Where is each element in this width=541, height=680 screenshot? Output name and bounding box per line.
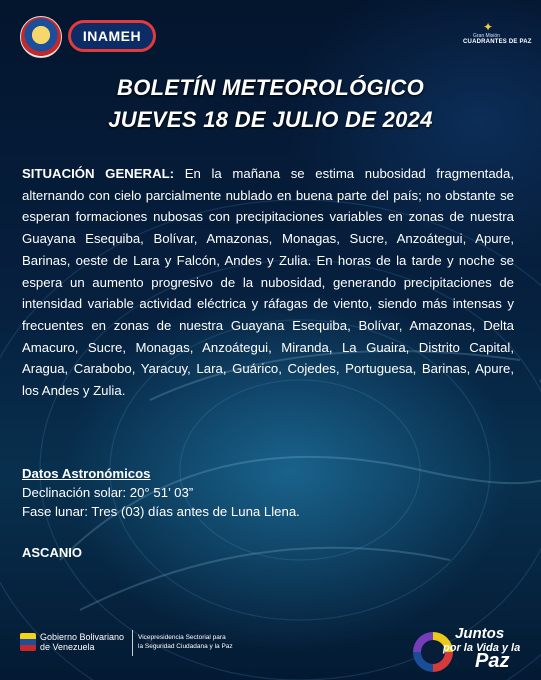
juntos-logo-line1: Juntos: [455, 625, 505, 642]
mision-logo-line1: Gran Misión: [473, 33, 500, 39]
juntos-logo-line2: por la Vida y la: [443, 642, 521, 654]
footer-divider: [132, 630, 133, 656]
venezuela-flag-icon: [20, 633, 36, 651]
astronomical-data: [22, 464, 300, 521]
star-icon: ✦: [483, 20, 494, 34]
gob-logo-line2: de Venezuela: [40, 642, 95, 652]
gobierno-bolivariano-logo: [20, 630, 125, 654]
bulletin-title: BOLETÍN METEOROLÓGICO: [117, 75, 424, 100]
bulletin-date: JUEVES 18 DE JULIO DE 2024: [108, 107, 433, 132]
situacion-general-text: En la mañana se estima nubosidad fragmentada, alternando con cielo parcialmente nublado en buena parte del país; no obstante se esperan formaciones nubosas con precipitaciones variables en zonas de nuestra Guayana Esequiba, Bolívar, Amazonas, Monagas, Sucre, Anzoátegui, Apure, Barinas, oeste de Lara y Falcón, Andes y Zulia. En horas de la tarde y noche se espera un aumento progresivo de la nubosidad, generando precipitaciones de intensidad variable actividad eléctrica y ráfagas de viento, siendo más intensas y frecuentes en zonas de nuestra Guayana Esequiba, Bolívar, Amazonas, Delta Amacuro, Sucre, Monagas, Anzoátegui, Miranda, La Guaira, Distrito Capital, Aragua, Carabobo, Yaracuy, Lara, Guárico, Cojedes, Portuguesa, Barinas, Apure, los Andes y Zulia.: [22, 166, 515, 399]
situacion-general-paragraph: [22, 163, 514, 402]
vice-logo-line2: la Seguridad Ciudadana y la Paz: [138, 643, 233, 650]
vice-logo-line1: Vicepresidencia Sectorial para: [138, 634, 226, 641]
mision-cuadrantes-logo: [459, 20, 532, 48]
forecaster-signature: ASCANIO: [22, 545, 82, 560]
mision-logo-line2: CUADRANTES DE PAZ: [463, 39, 532, 45]
inameh-logo: [68, 20, 156, 52]
gob-logo-line1: Gobierno Bolivariano: [40, 632, 125, 642]
juntos-por-la-vida-logo: [413, 624, 523, 676]
solar-declination: Declinación solar: 20° 51’ 03”: [22, 485, 194, 500]
vicepresidencia-logo: [138, 633, 233, 651]
situacion-general-label: SITUACIÓN GENERAL:: [22, 166, 175, 181]
astronomical-heading: Datos Astronómicos: [22, 466, 151, 481]
government-seal-logo: [20, 16, 62, 58]
juntos-logo-line3: Paz: [475, 650, 510, 672]
juntos-ring-center: [421, 640, 445, 664]
inameh-logo-text: INAMEH: [82, 28, 142, 44]
moon-phase: Fase lunar: Tres (03) días antes de Luna Llena.: [22, 504, 300, 519]
